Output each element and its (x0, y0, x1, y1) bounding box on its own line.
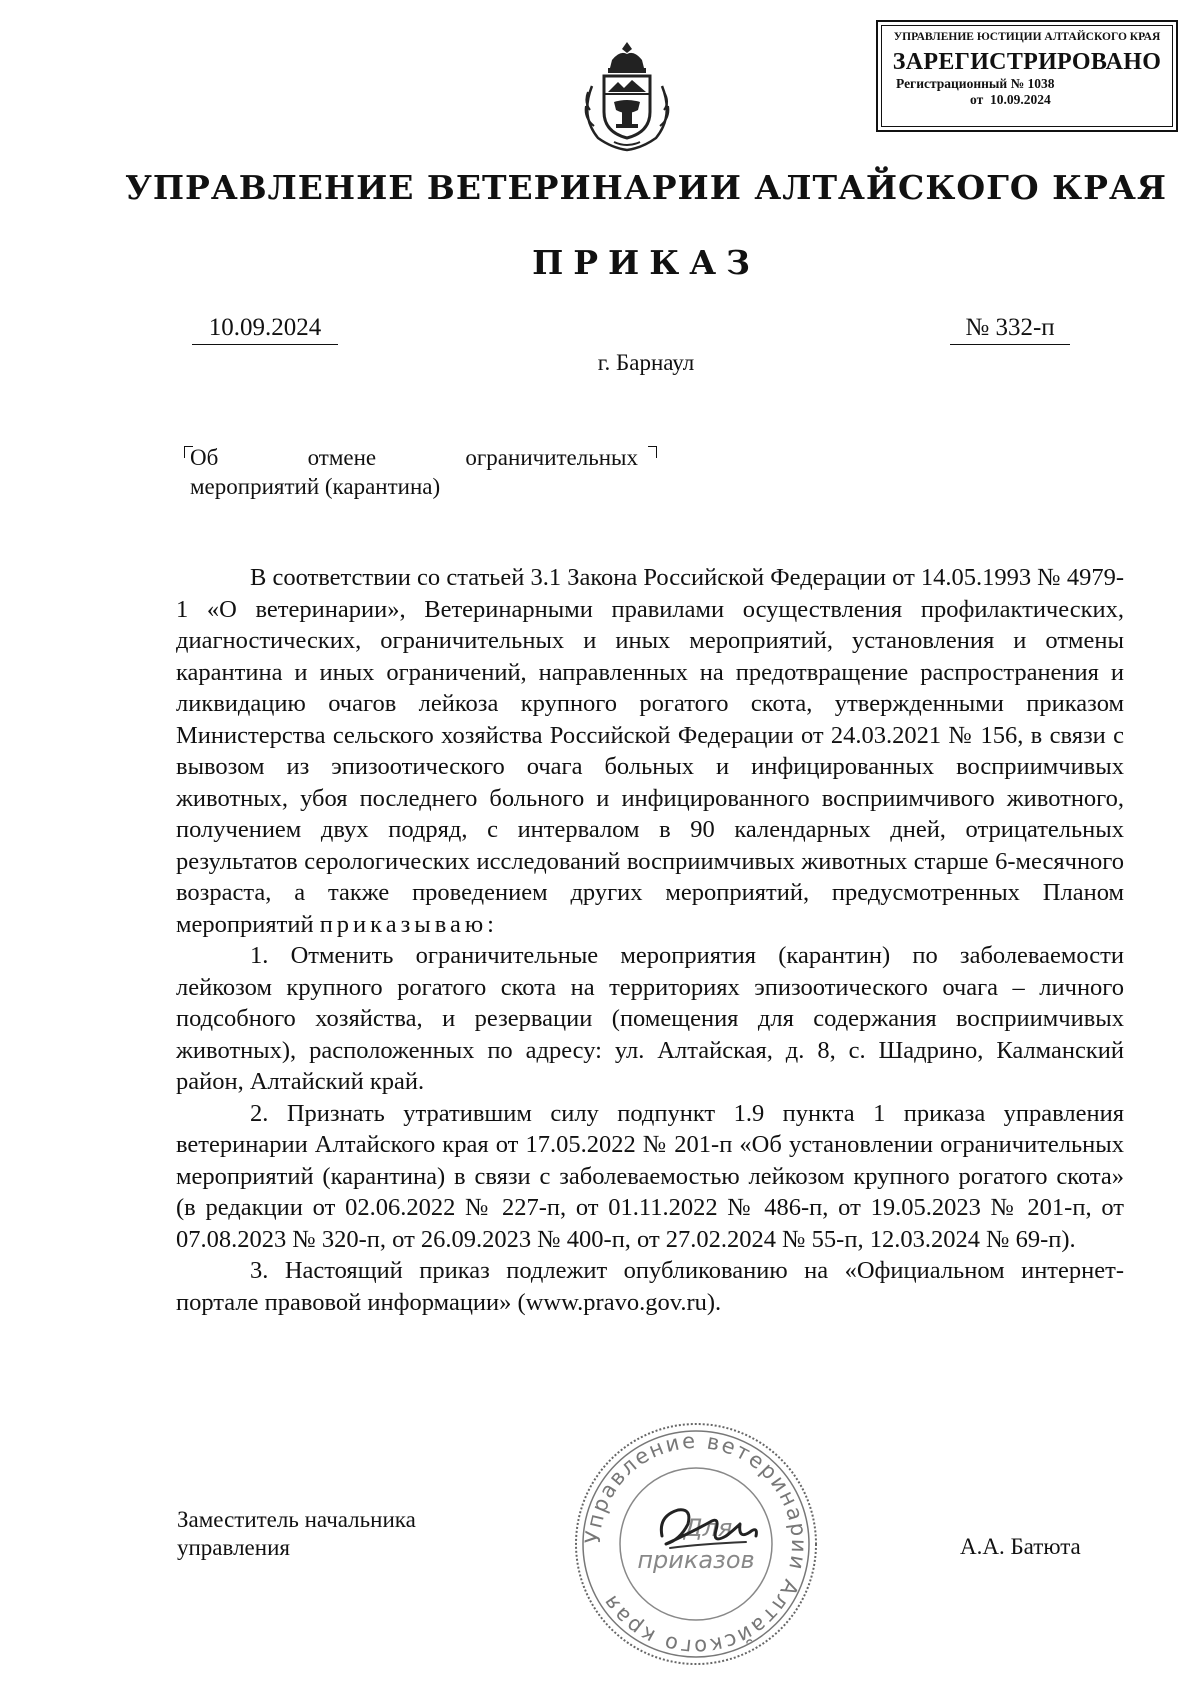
signer-position-line-1: Заместитель начальника (177, 1507, 416, 1532)
subject-word-2: отмене (307, 445, 377, 470)
registration-status: ЗАРЕГИСТРИРОВАНО (892, 49, 1162, 75)
order-item-1: 1. Отменить ограничительные мероприятия (карантин) по заболеваемости лейкозом крупного рогатого скота на территориях эпизоотического очага – личного подсобного хозяйства, и резервации (помещения для содержания восприимчивых животных), расположенных по адресу: ул. Алтайская, д. 8, с. Шадрино, Калманский район, Алтайский край. (176, 942, 1124, 1095)
order-date: 10.09.2024 (192, 312, 338, 345)
issue-city: г. Барнаул (597, 350, 695, 375)
svg-text:Управление ветеринарии Алтайск (581, 1429, 811, 1659)
signer-position (177, 1506, 497, 1562)
document-type: ПРИКАЗ (532, 243, 760, 282)
order-keyword: приказываю (319, 910, 488, 938)
seal-center-text-1: Для (683, 1514, 733, 1542)
subject-line-2: мероприятий (карантина) (190, 474, 441, 499)
subject-bracket-right (648, 446, 657, 458)
seal-ring-text: Управление ветеринарии Алтайского края (580, 1428, 812, 1660)
official-round-seal-icon (570, 1418, 822, 1670)
subject-word-1: Об (190, 445, 219, 470)
registration-stamp (876, 20, 1178, 132)
order-body (176, 562, 1124, 1318)
order-item-3: 3. Настоящий приказ подлежит опубликованию на «Официальном интернет-портале правовой информации» (www.pravo.gov.ru). (176, 1257, 1124, 1316)
order-subject (190, 443, 638, 501)
registration-date: от 10.09.2024 (970, 92, 1051, 107)
seal-center-text-2: приказов (637, 1546, 755, 1574)
registration-number: Регистрационный № 1038 (896, 76, 1055, 91)
altai-krai-coat-of-arms-icon (572, 36, 682, 156)
signer-name: А.А. Батюта (960, 1534, 1081, 1559)
signer-position-line-2: управления (177, 1535, 290, 1560)
order-number: № 332-п (950, 312, 1070, 345)
order-keyword-colon: : (487, 910, 494, 938)
registration-authority: УПРАВЛЕНИЕ ЮСТИЦИИ АЛТАЙСКОГО КРАЯ (893, 31, 1161, 43)
order-item-2: 2. Признать утратившим силу подпункт 1.9 пункта 1 приказа управления ветеринарии Алтайского края от 17.05.2022 № 201-п «Об установлении ограничительных мероприятий (карантина) в связи с заболеваемостью лейкозом крупного рогатого скота» (в редакции от 02.06.2022 № 227-п, от 01.11.2022 № 486-п, от 19.05.2023 № 201-п, от 07.08.2023 № 320-п, от 26.09.2023 № 400-п, от 27.02.2024 № 55-п, 12.03.2024 № 69-п). (176, 1099, 1124, 1253)
preamble-text: В соответствии со статьей 3.1 Закона Российской Федерации от 14.05.1993 № 4979-1 «О ветеринарии», Ветеринарными правилами осуществления профилактических, диагностических, ограничительных и иных мероприятий, установления и отмены карантина и иных ограничений, направленных на предотвращение распространения и ликвидацию очагов лейкоза крупного рогатого скота, утвержденными приказом Министерства сельского хозяйства Российской Федерации от 24.03.2021 № 156, в связи с вывозом из эпизоотического очага больных и инфицированных восприимчивых животных, убоя последнего больного и инфицированного восприимчивого животного, получением двух подряд, с интервалом в 90 календарных дней, отрицательных результатов серологических исследований восприимчивых животных старше 6-месячного возраста, а также проведением других мероприятий, предусмотренных Планом мероприятий (176, 564, 1124, 938)
organization-name: УПРАВЛЕНИЕ ВЕТЕРИНАРИИ АЛТАЙСКОГО КРАЯ (125, 168, 1167, 207)
preamble-paragraph (176, 562, 1124, 940)
subject-word-3: ограничительных (465, 445, 638, 470)
